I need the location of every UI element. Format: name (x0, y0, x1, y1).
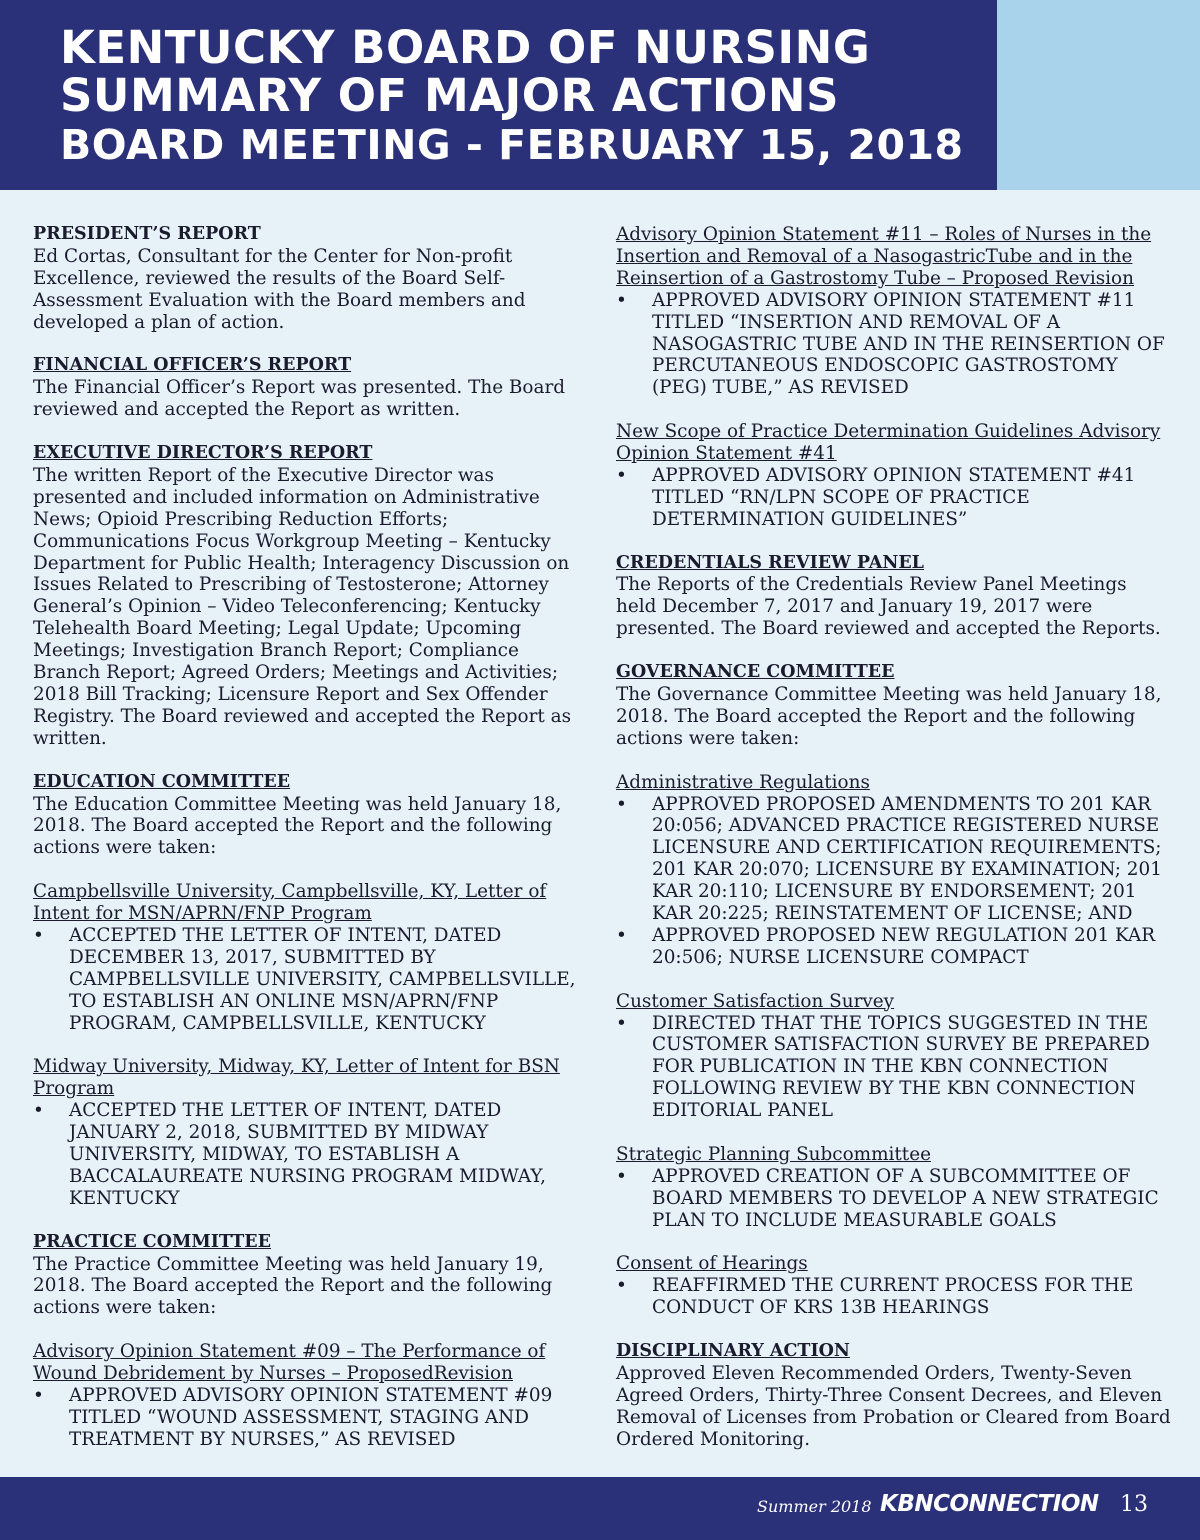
aos09-section (33, 1341, 581, 1451)
consent-hearings-section (616, 1253, 1172, 1319)
action-list (616, 794, 1172, 969)
meeting-date-line: BOARD MEETING - FEBRUARY 15, 2018 (60, 121, 964, 169)
subsection-heading: Administrative Regulations (616, 771, 870, 793)
left-column (33, 224, 581, 1473)
action-item: • APPROVED PROPOSED AMENDMENTS TO 201 KAR 20:056; ADVANCED PRACTICE REGISTERED NURSE LICENSURE AND CERTIFICATION REQUIREMENTS; 201 KAR 20:070; LICENSURE BY EXAMINATION; 201 KAR 20:110; LICENSURE BY ENDORSEMENT; 201 KAR 20:225; REINSTATEMENT OF LICENSE; AND (616, 794, 1172, 925)
section-body: The Practice Committee Meeting was held January 19, 2018. The Board accepted the Report and the following actions were taken: (33, 1253, 553, 1319)
subsection-heading: Campbellsville University, Campbellsville, KY, Letter of Intent for MSN/APRN/FNP Program (33, 881, 547, 925)
financial-report-section (33, 355, 581, 421)
action-list (616, 465, 1172, 531)
section-heading: PRESIDENT’S REPORT (33, 224, 261, 244)
action-item: • REAFFIRMED THE CURRENT PROCESS FOR THE CONDUCT OF KRS 13B HEARINGS (616, 1275, 1172, 1319)
section-heading: FINANCIAL OFFICER’S REPORT (33, 355, 352, 376)
action-list (33, 1100, 581, 1210)
subsection-heading: Advisory Opinion Statement #09 – The Performance of Wound Debridement by Nurses – ProposedRevision (33, 1341, 546, 1385)
midway-section (33, 1056, 581, 1209)
section-heading: GOVERNANCE COMMITTEE (616, 662, 895, 683)
action-item: • DIRECTED THAT THE TOPICS SUGGESTED IN THE CUSTOMER SATISFACTION SURVEY BE PREPARED FOR PUBLICATION IN THE KBN CONNECTION FOLLOWING REVIEW BY THE KBN CONNECTION EDITORIAL PANEL (616, 1013, 1172, 1123)
action-list (616, 1013, 1172, 1123)
subsection-heading: Advisory Opinion Statement #11 – Roles of Nurses in the Insertion and Removal of a NasogastricTube and in the Reinsertion of a Gastrostomy Tube – Proposed Revision (616, 224, 1152, 289)
campbellsville-section (33, 881, 581, 1034)
section-heading: EDUCATION COMMITTEE (33, 771, 291, 792)
action-list (33, 925, 581, 1035)
credentials-panel-section (616, 553, 1172, 641)
section-heading: EXECUTIVE DIRECTOR’S REPORT (33, 443, 373, 464)
section-body: Ed Cortas, Consultant for the Center for Non-profit Excellence, reviewed the results of the Board Self-Assessment Evaluation with the Board members and developed a plan of action. (33, 245, 526, 333)
subsection-heading: Customer Satisfaction Survey (616, 990, 895, 1012)
title-line-1: KENTUCKY BOARD OF NURSING (60, 21, 871, 74)
subsection-heading: Consent of Hearings (616, 1253, 808, 1275)
section-body: The written Report of the Executive Director was presented and included information on Administrative News; Opioid Prescribing Reduction Efforts; Communications Focus Workgroup Meeting – Kentucky Department for Public Health; Interagency Discussion on Issues Related to Prescribing of Testosterone; Attorney General’s Opinion – Video Teleconferencing; Kentucky Telehealth Board Meeting; Legal Update; Upcoming Meetings; Investigation Branch Report; Compliance Branch Report; Agreed Orders; Meetings and Activities; 2018 Bill Tracking; Licensure Report and Sex Offender Registry. The Board reviewed and accepted the Report as written. (33, 464, 572, 749)
education-committee-section (33, 772, 581, 860)
subsection-heading: Strategic Planning Subcommittee (616, 1143, 931, 1165)
section-body: The Governance Committee Meeting was held January 18, 2018. The Board accepted the Report and the following actions were taken: (616, 683, 1162, 749)
action-item: • ACCEPTED THE LETTER OF INTENT, DATED DECEMBER 13, 2017, SUBMITTED BY CAMPBELLSVILLE UNIVERSITY, CAMPBELLSVILLE, TO ESTABLISH AN ONLINE MSN/APRN/FNP PROGRAM, CAMPBELLSVILLE, KENTUCKY (33, 925, 581, 1035)
section-body: The Financial Officer’s Report was presented. The Board reviewed and accepted the Report as written. (33, 377, 566, 421)
executive-report-section (33, 443, 581, 750)
action-list (616, 290, 1172, 400)
administrative-regulations-section (616, 772, 1172, 969)
subsection-heading: New Scope of Practice Determination Guidelines Advisory Opinion Statement #41 (616, 421, 1161, 465)
section-heading: DISCIPLINARY ACTION (616, 1341, 850, 1362)
strategic-planning-section (616, 1144, 1172, 1232)
aos41-section (616, 421, 1172, 531)
practice-committee-section (33, 1232, 581, 1320)
page-footer (0, 1477, 1200, 1540)
disciplinary-action-section (616, 1341, 1172, 1451)
action-item: • APPROVED ADVISORY OPINION STATEMENT #11 TITLED “INSERTION AND REMOVAL OF A NASOGASTRIC TUBE AND IN THE REINSERTION OF PERCUTANEOUS ENDOSCOPIC GASTROSTOMY (PEG) TUBE,” AS REVISED (616, 290, 1172, 400)
governance-committee-section (616, 662, 1172, 750)
masthead (0, 0, 997, 190)
action-list (616, 1275, 1172, 1319)
action-item: • APPROVED ADVISORY OPINION STATEMENT #09 TITLED “WOUND ASSESSMENT, STAGING AND TREATMENT BY NURSES,” AS REVISED (33, 1385, 581, 1451)
subsection-heading: Midway University, Midway, KY, Letter of Intent for BSN Program (33, 1056, 560, 1100)
right-column (616, 224, 1172, 1473)
section-body: The Education Committee Meeting was held January 18, 2018. The Board accepted the Report and the following actions were taken: (33, 793, 562, 859)
customer-survey-section (616, 991, 1172, 1122)
publication-logo: KBNCONNECTION (880, 1491, 1099, 1517)
section-body: Approved Eleven Recommended Orders, Twenty-Seven Agreed Orders, Thirty-Three Consent Decrees, and Eleven Removal of Licenses from Probation or Cleared from Board Ordered Monitoring. (616, 1363, 1171, 1450)
action-list (616, 1166, 1172, 1232)
aos11-section (616, 224, 1172, 399)
page-title (60, 21, 964, 170)
page-number: 13 (1120, 1492, 1148, 1517)
action-item: • ACCEPTED THE LETTER OF INTENT, DATED JANUARY 2, 2018, SUBMITTED BY MIDWAY UNIVERSITY, MIDWAY, TO ESTABLISH A BACCALAUREATE NURSING PROGRAM MIDWAY, KENTUCKY (33, 1100, 581, 1210)
section-body: The Reports of the Credentials Review Panel Meetings held December 7, 2017 and January 19, 2017 were presented. The Board reviewed and accepted the Reports. (616, 574, 1161, 640)
action-item: • APPROVED ADVISORY OPINION STATEMENT #41 TITLED “RN/LPN SCOPE OF PRACTICE DETERMINATION GUIDELINES” (616, 465, 1172, 531)
action-item: • APPROVED PROPOSED NEW REGULATION 201 KAR 20:506; NURSE LICENSURE COMPACT (616, 925, 1172, 969)
section-heading: PRACTICE COMMITTEE (33, 1231, 271, 1252)
president-report-section (33, 224, 581, 334)
title-line-2: SUMMARY OF MAJOR ACTIONS (60, 69, 839, 122)
header-accent-block (997, 0, 1200, 190)
action-list (33, 1385, 581, 1451)
issue-season: Summer 2018 (757, 1497, 872, 1516)
action-item: • APPROVED CREATION OF A SUBCOMMITTEE OF BOARD MEMBERS TO DEVELOP A NEW STRATEGIC PLAN TO INCLUDE MEASURABLE GOALS (616, 1166, 1172, 1232)
section-heading: CREDENTIALS REVIEW PANEL (616, 552, 924, 573)
